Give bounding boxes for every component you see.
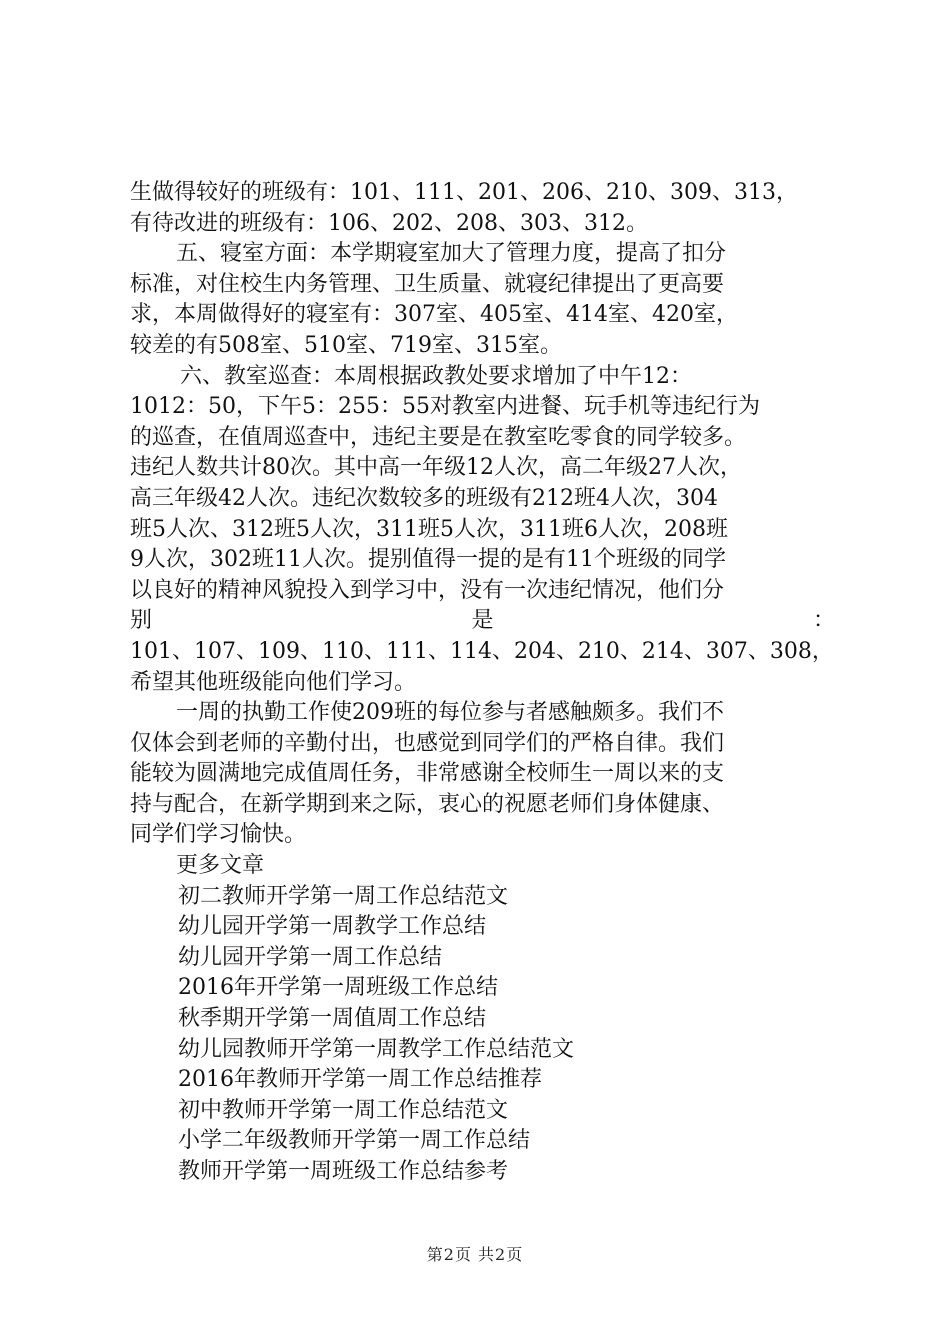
more-article-link[interactable]: 秋季期开学第一周值周工作总结 bbox=[178, 1006, 487, 1032]
more-article-link[interactable]: 小学二年级教师开学第一周工作总结 bbox=[178, 1128, 531, 1154]
text-line: 标准，对住校生内务管理、卫生质量、就寝纪律提出了更高要 bbox=[130, 271, 725, 297]
text-line: 班5人次、312班5人次，311班5人次，311班6人次，208班 bbox=[130, 516, 728, 542]
text-line: 持与配合，在新学期到来之际，衷心的祝愿老师们身体健康、 bbox=[130, 791, 725, 817]
text-line: 仅体会到老师的辛勤付出，也感觉到同学们的严格自律。我们 bbox=[130, 730, 725, 756]
more-article-link[interactable]: 幼儿园开学第一周教学工作总结 bbox=[178, 914, 487, 940]
text-line: 9人次，302班11人次。提别值得一提的是有11个班级的同学 bbox=[130, 547, 726, 573]
more-article-link[interactable]: 2016年开学第一周班级工作总结 bbox=[178, 975, 498, 1001]
more-article-link[interactable]: 幼儿园开学第一周工作总结 bbox=[178, 944, 443, 970]
page-footer: 第2页 共2页 bbox=[426, 1245, 524, 1264]
justified-line bbox=[130, 606, 835, 637]
text-line: 违纪人数共计80次。其中高一年级12人次，高二年级27人次， bbox=[130, 455, 742, 481]
text-fragment: 是 bbox=[471, 608, 494, 634]
text-fragment: 别 bbox=[130, 608, 153, 634]
text-line: 1012：50，下午5：255：55对教室内进餐、玩手机等违纪行为 bbox=[130, 394, 760, 420]
text-line: 较差的有508室、510室、719室、315室。 bbox=[130, 332, 562, 358]
text-line: 希望其他班级能向他们学习。 bbox=[130, 669, 417, 695]
text-line: 的巡查，在值周巡查中，违纪主要是在教室吃零食的同学较多。 bbox=[130, 424, 747, 450]
more-article-link[interactable]: 初二教师开学第一周工作总结范文 bbox=[178, 883, 509, 909]
text-line: 求，本周做得好的寝室有：307室、405室、414室、420室， bbox=[130, 302, 738, 328]
more-article-link[interactable]: 2016年教师开学第一周工作总结推荐 bbox=[178, 1067, 542, 1093]
document-body bbox=[130, 178, 835, 1188]
more-article-link[interactable]: 教师开学第一周班级工作总结参考 bbox=[178, 1159, 509, 1184]
more-article-link[interactable]: 幼儿园教师开学第一周教学工作总结范文 bbox=[178, 1036, 575, 1062]
text-line: 五、寝室方面：本学期寝室加大了管理力度，提高了扣分 bbox=[176, 241, 727, 267]
text-fragment: ： bbox=[812, 608, 835, 634]
more-article-link[interactable]: 初中教师开学第一周工作总结范文 bbox=[178, 1097, 509, 1123]
text-line: 生做得较好的班级有：101、111、201、206、210、309、313， bbox=[130, 180, 798, 205]
text-line: 一周的执勤工作使209班的每位参与者感触颇多。我们不 bbox=[176, 700, 724, 726]
text-line: 能较为圆满地完成值周任务，非常感谢全校师生一周以来的支 bbox=[130, 761, 725, 787]
text-line: 六、教室巡查：本周根据政教处要求增加了中午12： bbox=[180, 363, 692, 389]
text-line: 高三年级42人次。违纪次数较多的班级有212班4人次，304 bbox=[130, 485, 718, 511]
text-line: 101、107、109、110、111、114、204、210、214、307、308， bbox=[130, 638, 834, 664]
text-line: 同学们学习愉快。 bbox=[130, 822, 307, 848]
text-line: 以良好的精神风貌投入到学习中，没有一次违纪情况，他们分 bbox=[130, 577, 725, 603]
more-articles-heading: 更多文章 bbox=[176, 853, 265, 879]
text-line: 有待改进的班级有：106、202、208、303、312。 bbox=[130, 210, 648, 236]
